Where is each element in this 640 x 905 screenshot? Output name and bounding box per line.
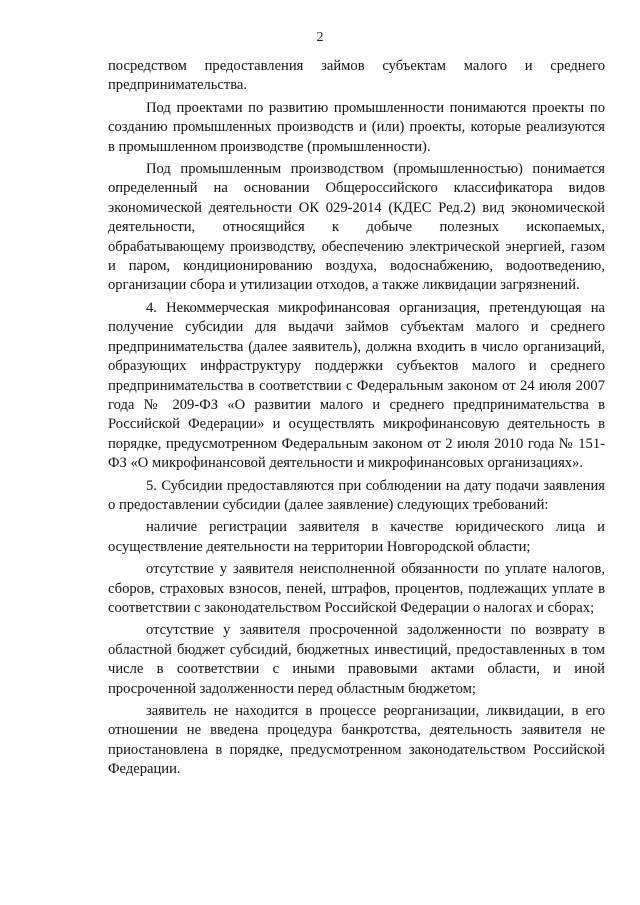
document-body: [108, 57, 605, 783]
paragraph-item-5: 5. Субсидии предоставляются при соблюдении на дату подачи заявления о предоставлении субсидии (далее заявление) следующих требований:: [108, 477, 605, 513]
requirement-no-budget-debt: отсутствие у заявителя просроченной задолженности по возврату в областной бюджет субсидий, бюджетных инвестиций, предоставленных в том числе в соответствии с иными правовыми актами области, и иной просроченной задолженности перед областным бюджетом;: [108, 622, 605, 697]
requirement-no-reorganization: заявитель не находится в процессе реорганизации, ликвидации, в его отношении не введена процедура банкротства, деятельность заявителя не приостановлена в порядке, предусмотренном законодательством Российской Федерации.: [108, 703, 605, 778]
page-number: 2: [316, 30, 324, 45]
requirement-no-tax-debt: отсутствие у заявителя неисполненной обязанности по уплате налогов, сборов, страховых взносов, пеней, штрафов, процентов, подлежащих уплате в соответствии с законодательством Российской Федерации о налогах и сборах;: [108, 561, 605, 616]
paragraph-industrial-production: Под промышленным производством (промышленностью) понимается определенный на основании Общероссийского классификатора видов экономической деятельности ОК 029-2014 (КДЕС Ред.2) вид экономической деятельности, относящийся к добыче полезных ископаемых, обрабатывающему производству, обеспечению электрической энергией, газом и паром, кондиционированию воздуха, водоснабжению, водоотведению, организации сбора и утилизации отходов, а также ликвидации загрязнений.: [108, 161, 605, 294]
paragraph-item-4: 4. Некоммерческая микрофинансовая организация, претендующая на получение субсидии для выдачи займов субъектам малого и среднего предпринимательства (далее заявитель), должна входить в число организаций, образующих инфраструктуру поддержки субъектов малого и среднего предпринимательства в соответствии с Федеральным законом от 24 июля 2007 года № 209-ФЗ «О развитии малого и среднего предпринимательства в Российской Федерации» и осуществлять микрофинансовую деятельность в порядке, предусмотренном Федеральным законом от 2 июля 2010 года № 151-ФЗ «О микрофинансовой деятельности и микрофинансовых организациях».: [108, 299, 605, 472]
requirement-registration: наличие регистрации заявителя в качестве юридического лица и осуществление деятельности на территории Новгородской области;: [108, 519, 605, 555]
paragraph-industry-projects: Под проектами по развитию промышленности понимаются проекты по созданию промышленных производств и (или) проекты, которые реализуются в промышленном производстве (промышленности).: [108, 99, 605, 155]
paragraph-continuation: посредством предоставления займов субъектам малого и среднего предпринимательства.: [108, 58, 605, 94]
